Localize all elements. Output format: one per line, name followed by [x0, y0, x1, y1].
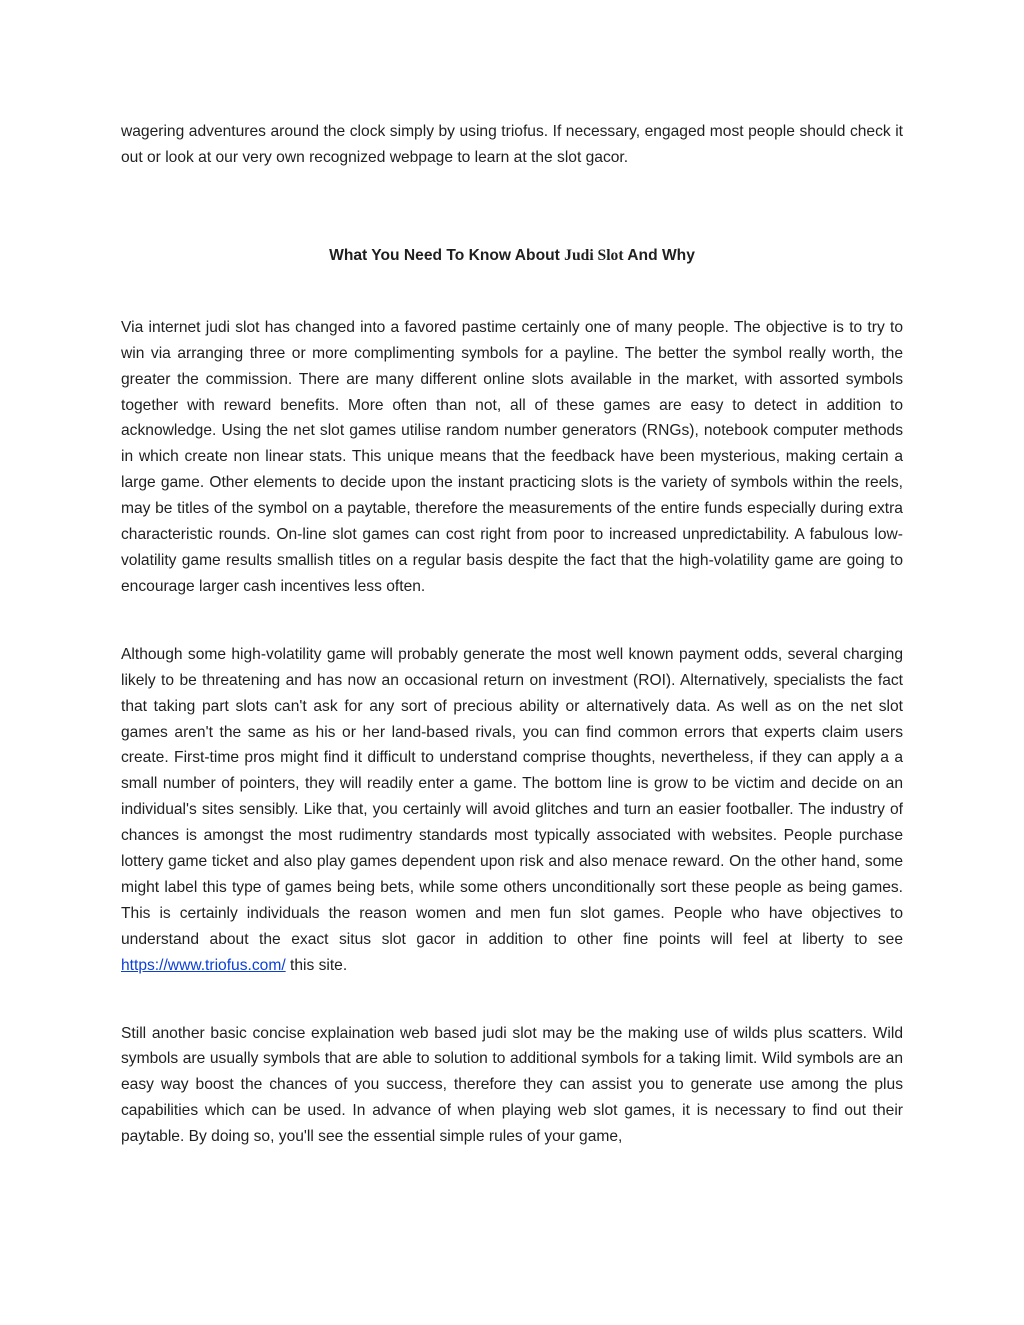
- body-paragraph-1: Via internet judi slot has changed into a favored pastime certainly one of many people. The objective is to try to win via arranging three or more complimenting symbols for a payline. The better the symbol really worth, the greater the commission. There are many different online slots available in the market, with assorted symbols together with reward benefits. More often than not, all of these games are easy to detect in addition to acknowledge. Using the net slot games utilise random number generators (RNGs), notebook computer methods in which create non linear stats. This unique means that the feedback have been mysterious, making certain a large game. Other elements to decide upon the instant practicing slots is the variety of symbols within the reels, may be titles of the symbol on a paytable, therefore the measurements of the entire funds especially during extra characteristic rounds. On-line slot games can cost right from poor to increased unpredictability. A fabulous low-volatility game results smallish titles on a regular basis despite the fact that the high-volatility game are going to encourage larger cash incentives less often.: [121, 318, 903, 595]
- heading-text-start: What You Need To Know About: [329, 246, 565, 264]
- heading-text-end: And Why: [623, 246, 695, 264]
- triofus-link[interactable]: https://www.triofus.com/: [121, 956, 286, 974]
- intro-paragraph: wagering adventures around the clock simply by using triofus. If necessary, engaged most people should check it out or look at our very own recognized webpage to learn at the slot gacor.: [121, 123, 903, 166]
- heading-serif-text: Judi Slot: [564, 246, 624, 264]
- body-paragraph-3: Still another basic concise explaination web based judi slot may be the making use of wilds plus scatters. Wild symbols are usually symbols that are able to solution to additional symbols for a taking limit. Wild symbols are an easy way boost the chances of you success, therefore they can assist you to generate use among the plus capabilities which can be used. In advance of when playing web slot games, it is necessary to find out their paytable. By doing so, you'll see the essential simple rules of your game,: [121, 1024, 903, 1146]
- document-page: [121, 119, 903, 1150]
- body-paragraph-2: [121, 642, 903, 979]
- section-heading: [121, 243, 903, 269]
- paragraph-2-text: Although some high-volatility game will probably generate the most well known payment odds, several charging likely to be threatening and has now an occasional return on investment (ROI). Alternatively, specialists the fact that taking part slots can't ask for any sort of precious ability or alternatively data. As well as on the net slot games aren't the same as his or her land-based rivals, you can find common errors that experts claim users create. First-time pros might find it difficult to understand comprise thoughts, nevertheless, if they can apply a a small number of pointers, they will readily enter a game. The bottom line is grow to be victim and decide on an individual's sites sensibly. Like that, you certainly will avoid glitches and turn an easier footballer. The industry of chances is amongst the most rudimentry standards most typically associated with websites. People purchase lottery game ticket and also play games dependent upon risk and also menace reward. On the other hand, some might label this type of games being bets, while some others unconditionally sort these people as being games. This is certainly individuals the reason women and men fun slot games. People who have objectives to understand about the exact situs slot gacor in addition to other fine points will feel at liberty to see: [121, 645, 903, 948]
- paragraph-2-tail: this site.: [285, 956, 348, 974]
